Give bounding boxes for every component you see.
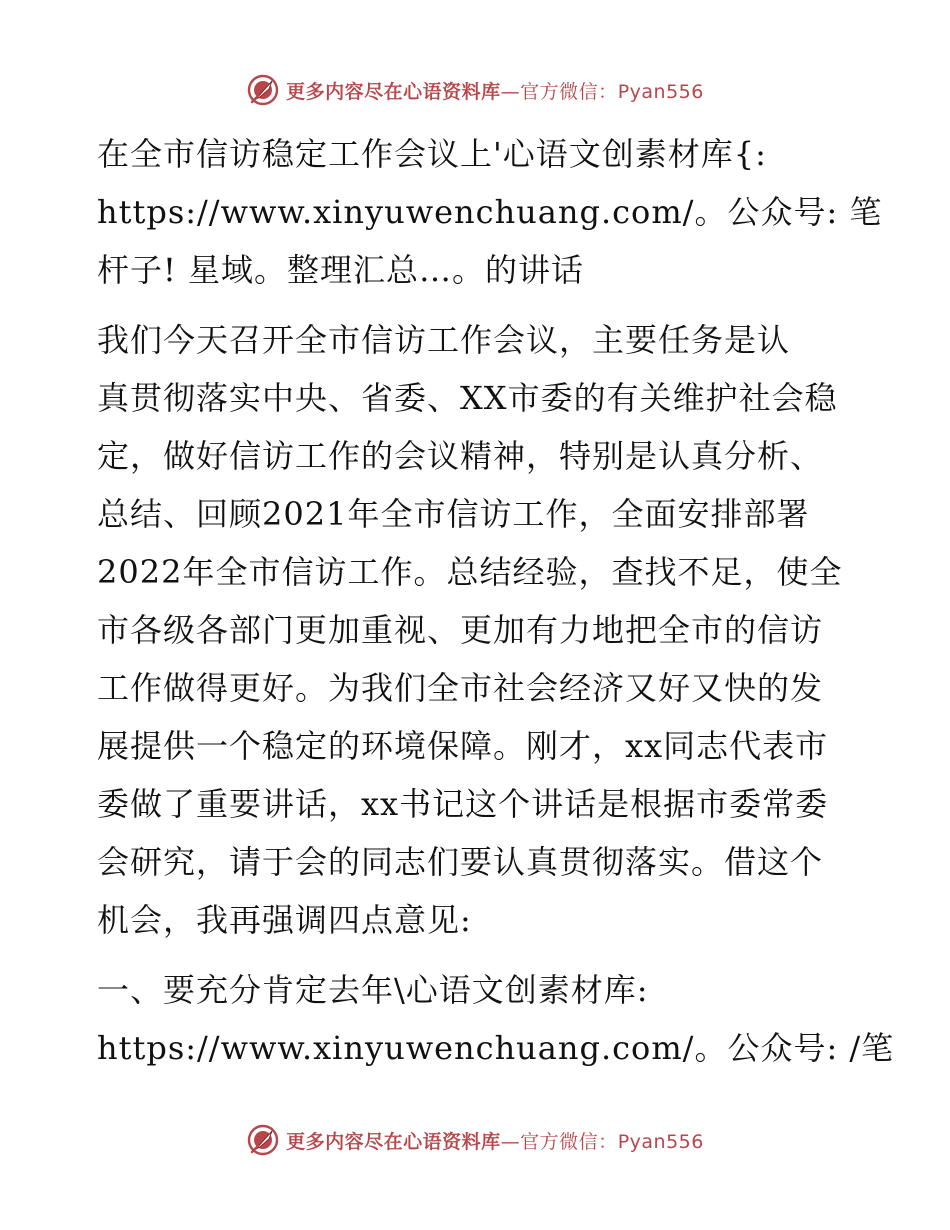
- body-line: 委做了重要讲话，xx书记这个讲话是根据市委常委: [97, 785, 829, 823]
- quill-pen-logo-icon: [246, 1123, 280, 1157]
- document-content: [97, 125, 895, 1077]
- body-line: 机会，我再强调四点意见:: [97, 901, 472, 939]
- title-line: 在全市信访稳定工作会议上'心语文创素材库{:: [97, 135, 767, 173]
- body-line: 我们今天召开全市信访工作会议，主要任务是认: [97, 321, 791, 359]
- document-title: [97, 125, 883, 299]
- watermark-separator: —: [500, 1130, 521, 1153]
- header-watermark: [0, 70, 950, 110]
- watermark-official: 官方微信：: [520, 80, 618, 103]
- body-line: 工作做得更好。为我们全市社会经济又好又快的发: [97, 669, 824, 707]
- section-line: https://www.xinyuwenchuang.com/。公众号: /笔: [97, 1029, 895, 1067]
- footer-watermark: [0, 1120, 950, 1160]
- watermark-separator: —: [500, 80, 521, 103]
- watermark-main: 更多内容尽在心语资料库: [286, 80, 501, 103]
- body-line: 总结、回顾2021年全市信访工作，全面安排部署: [97, 495, 810, 533]
- body-line: 真贯彻落实中央、省委、XX市委的有关维护社会稳: [97, 379, 838, 417]
- title-line: https://www.xinyuwenchuang.com/。公众号: 笔: [97, 193, 883, 231]
- watermark-official: 官方微信：: [520, 1130, 618, 1153]
- watermark-main: 更多内容尽在心语资料库: [286, 1130, 501, 1153]
- body-line: 会研究，请于会的同志们要认真贯彻落实。借这个: [97, 843, 824, 881]
- body-paragraph: [97, 311, 867, 949]
- section-line: 一、要充分肯定去年\心语文创素材库:: [97, 971, 649, 1009]
- body-line: 展提供一个稳定的环境保障。刚才，xx同志代表市: [97, 727, 829, 765]
- watermark-account: Pyan556: [617, 80, 704, 103]
- watermark-account: Pyan556: [617, 1130, 704, 1153]
- body-line: 定，做好信访工作的会议精神，特别是认真分析、: [97, 437, 824, 475]
- section-heading: [97, 961, 895, 1077]
- body-line: 2022年全市信访工作。总结经验，查找不足，使全: [97, 553, 843, 591]
- title-line: 杆子! 星域。整理汇总…。的讲话: [97, 251, 585, 289]
- watermark-text: [286, 77, 704, 104]
- quill-pen-logo-icon: [246, 73, 280, 107]
- body-line: 市各级各部门更加重视、更加有力地把全市的信访: [97, 611, 824, 649]
- watermark-text: [286, 1127, 704, 1154]
